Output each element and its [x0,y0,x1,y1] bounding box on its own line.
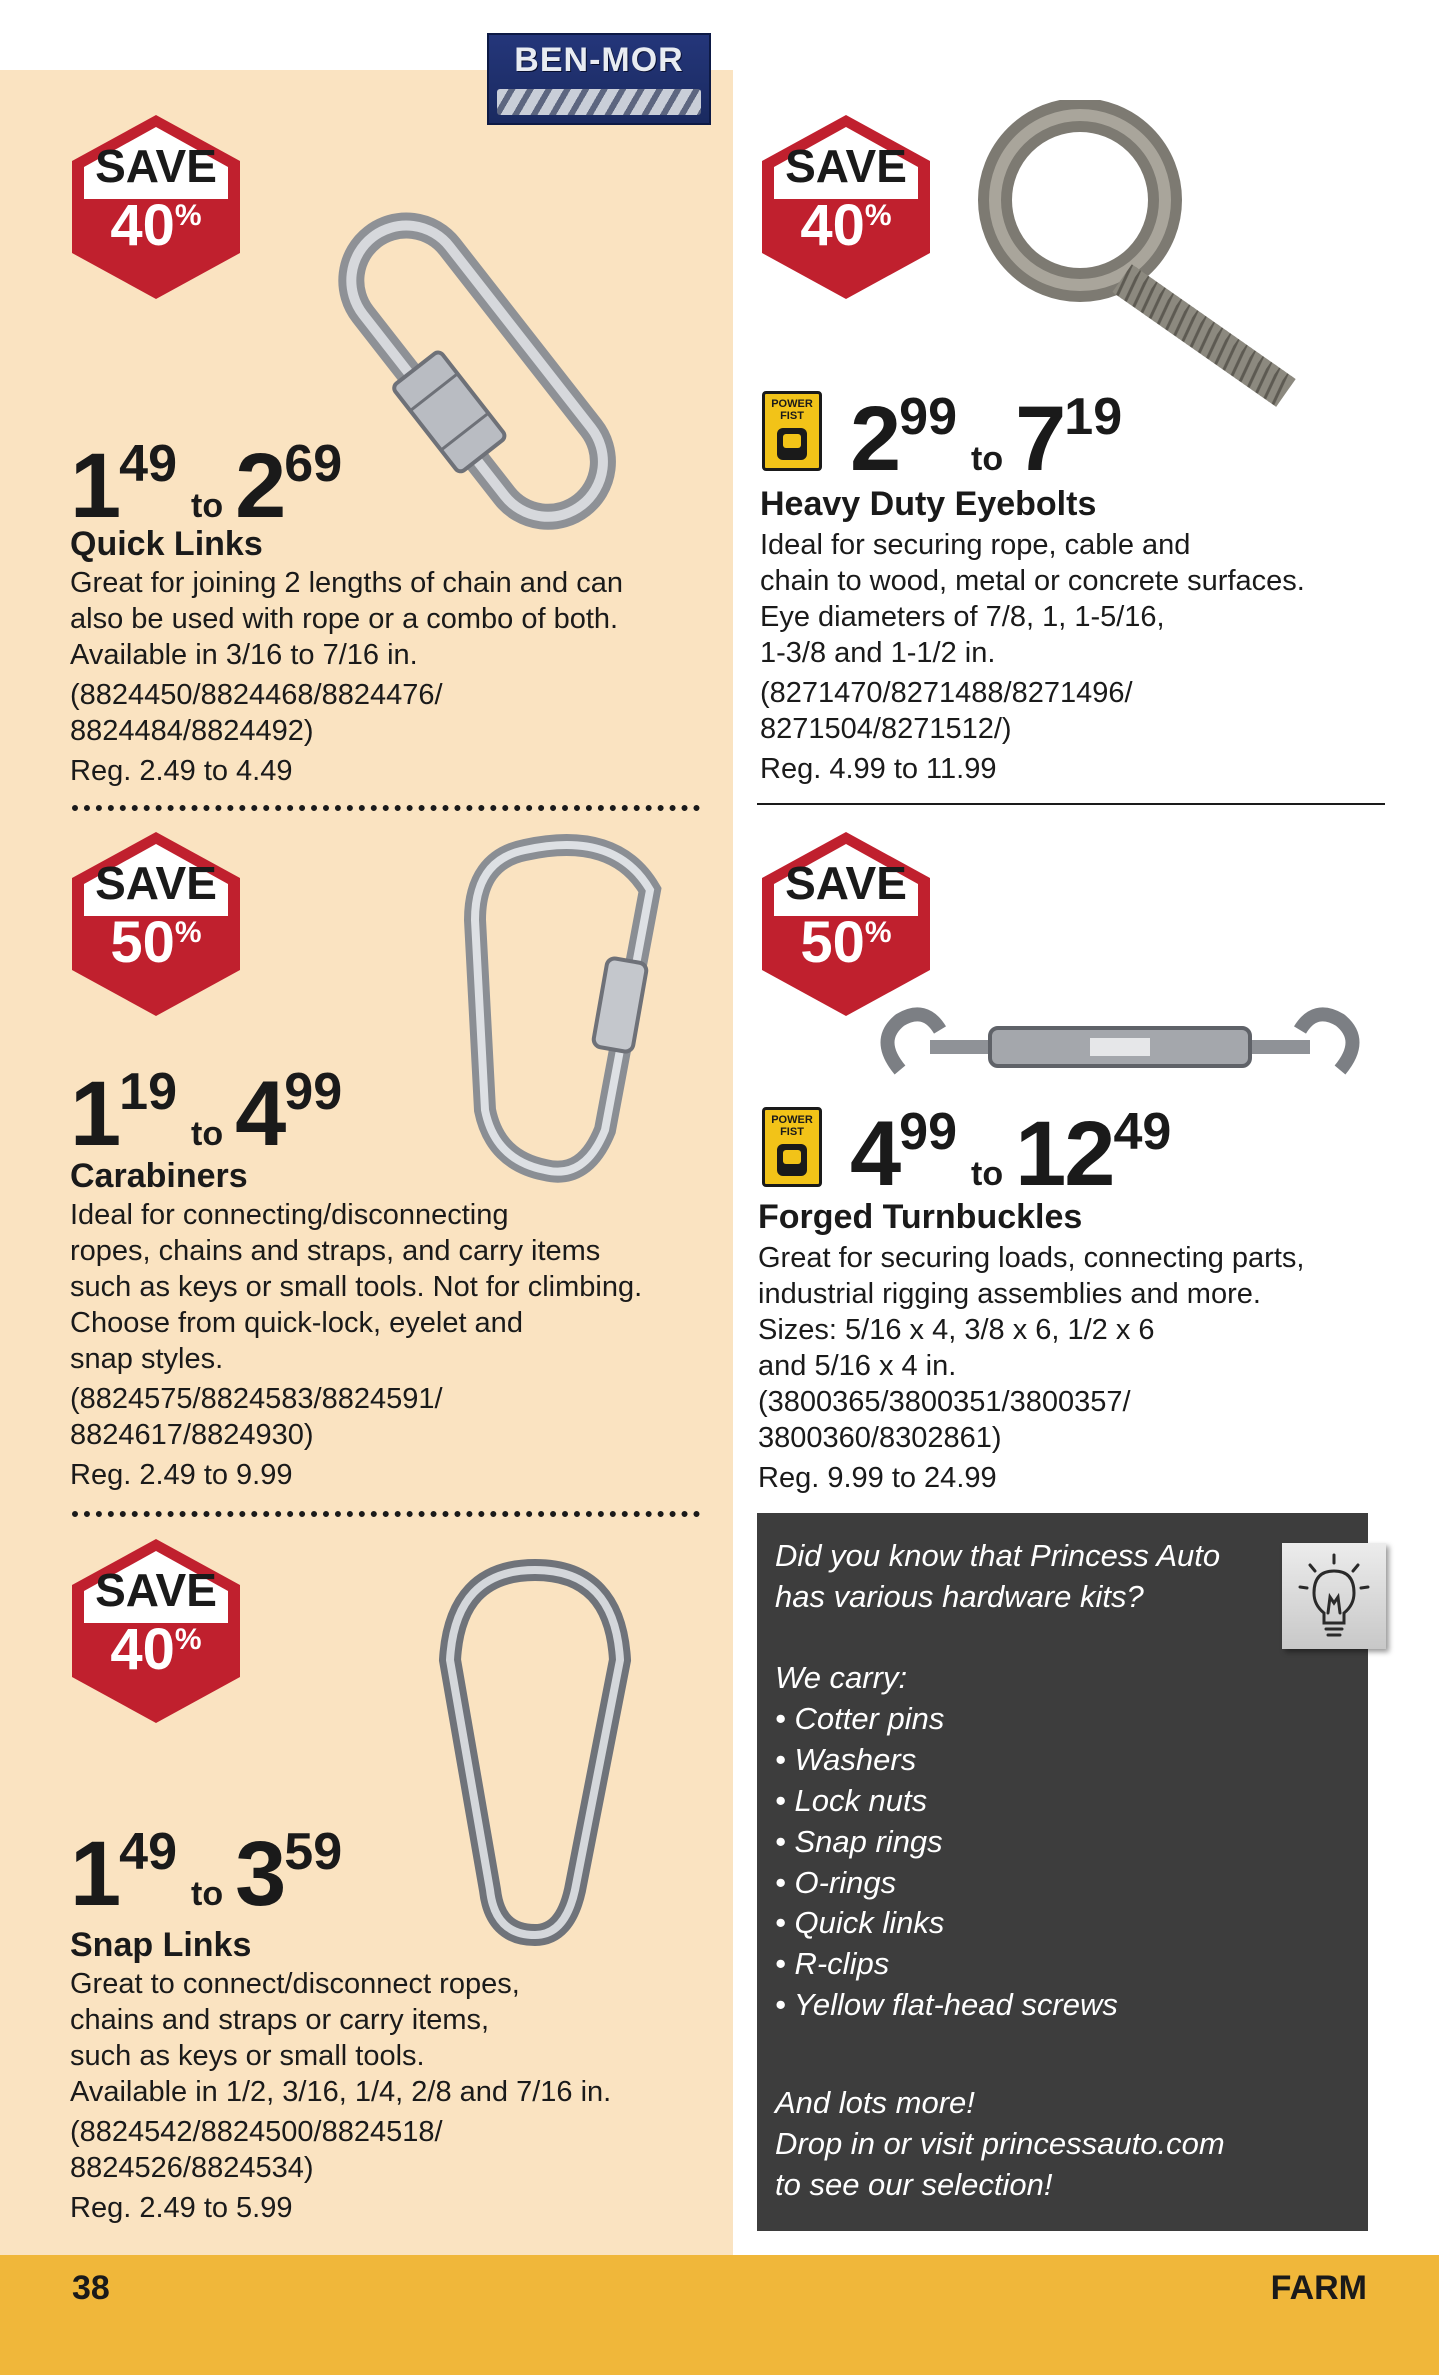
price-range: 149to 359 [70,1823,343,1925]
info-we-carry: We carry: [775,1660,908,1695]
info-list-item: • Washers [775,1742,917,1777]
power-fist-logo: POWER FIST [762,1107,822,1187]
product-name: Snap Links [70,1926,252,1964]
product-name: Forged Turnbuckles [758,1198,1083,1236]
price-range: 119to 499 [70,1063,343,1165]
info-outro-line: to see our selection! [775,2167,1053,2202]
info-list-item: • Lock nuts [775,1783,928,1818]
logo-chain-graphic [497,89,701,115]
badge-percent: 50% [800,910,892,975]
dotted-divider [72,1511,700,1517]
price-range: 299to 719 [850,388,1123,490]
info-list-item: • Snap rings [775,1824,943,1859]
save-badge [760,830,932,1018]
eyebolt-image [970,100,1360,430]
badge-percent: 50% [110,910,202,975]
badge-save-text: SAVE [785,140,907,192]
price-range: 149to 269 [70,435,343,537]
badge-save-text: SAVE [95,857,217,909]
product-description: Great for securing loads, connecting parts, industrial rigging assemblies and more. Sizes: 5/16 x 4, 3/8 x 6, 1/2 x 6 and 5/16 x 4 in. (3800365/3800351/3800357/ 3800360/8302861) Reg. 9.99 to 24.99 [758,1242,1305,1494]
product-description: Great for joining 2 lengths of chain and can also be used with rope or a combo of both. Available in 3/16 to 7/16 in. (8824450/8824468/8824476/ 8824484/8824492) Reg. 2.49 to 4.49 [70,567,623,787]
power-fist-logo: POWER FIST [762,391,822,471]
logo-text: BEN-MOR [514,41,684,79]
badge-save-text: SAVE [785,857,907,909]
badge-save-text: SAVE [95,1564,217,1616]
save-badge [70,1537,242,1725]
product-name: Carabiners [70,1157,248,1195]
info-list-item: • Cotter pins [775,1701,945,1736]
product-description: Great to connect/disconnect ropes, chains and straps or carry items, such as keys or small tools. Available in 1/2, 3/16, 1/4, 2/8 and 7/16 in. (8824542/8824500/8824518/ 8824526/8824534) Reg. 2.49 to 5.99 [70,1968,612,2224]
save-badge [760,113,932,301]
carabiner-image [455,830,675,1190]
product-name: Quick Links [70,525,263,563]
badge-save-text: SAVE [95,140,217,192]
info-list-item: • R-clips [775,1946,890,1981]
snap-link-image [425,1550,645,1950]
product-description: Ideal for securing rope, cable and chain to wood, metal or concrete surfaces. Eye diameters of 7/8, 1, 1-5/16, 1-3/8 and 1-1/2 in. (8271470/8271488/8271496/ 8271504/8271512/) Reg. 4.99 to 11.99 [760,529,1305,785]
page-number: 38 [72,2269,110,2307]
footer-bar [0,2255,1439,2375]
price-range: 499to 1249 [850,1103,1172,1205]
badge-percent: 40% [110,193,202,258]
product-name: Heavy Duty Eyebolts [760,485,1097,523]
turnbuckle-image [870,1000,1370,1100]
section-label: FARM [1270,2269,1367,2307]
badge-percent: 40% [110,1617,202,1682]
dotted-divider [72,805,700,811]
hardware-kits-info-box [757,1513,1368,2231]
info-outro-line: And lots more! [775,2085,975,2120]
lightbulb-icon [1282,1543,1386,1649]
quick-link-image [300,185,670,545]
info-list-item: • Yellow flat-head screws [775,1987,1118,2022]
product-description: Ideal for connecting/disconnecting ropes, chains and straps, and carry items such as keys or small tools. Not for climbing. Choose from quick-lock, eyelet and snap styles. (8824575/8824583/8824591/ 8824617/8824930) Reg. 2.49 to 9.99 [70,1199,643,1491]
info-list-item: • Quick links [775,1905,945,1940]
save-badge [70,113,242,301]
info-outro-line: Drop in or visit princessauto.com [775,2126,1225,2161]
info-intro-line: Did you know that Princess Auto [775,1538,1221,1573]
info-intro-line: has various hardware kits? [775,1579,1144,1614]
save-badge [70,830,242,1018]
badge-percent: 40% [800,193,892,258]
ben-mor-logo [487,33,711,125]
section-divider [757,803,1385,805]
info-list-item: • O-rings [775,1865,897,1900]
